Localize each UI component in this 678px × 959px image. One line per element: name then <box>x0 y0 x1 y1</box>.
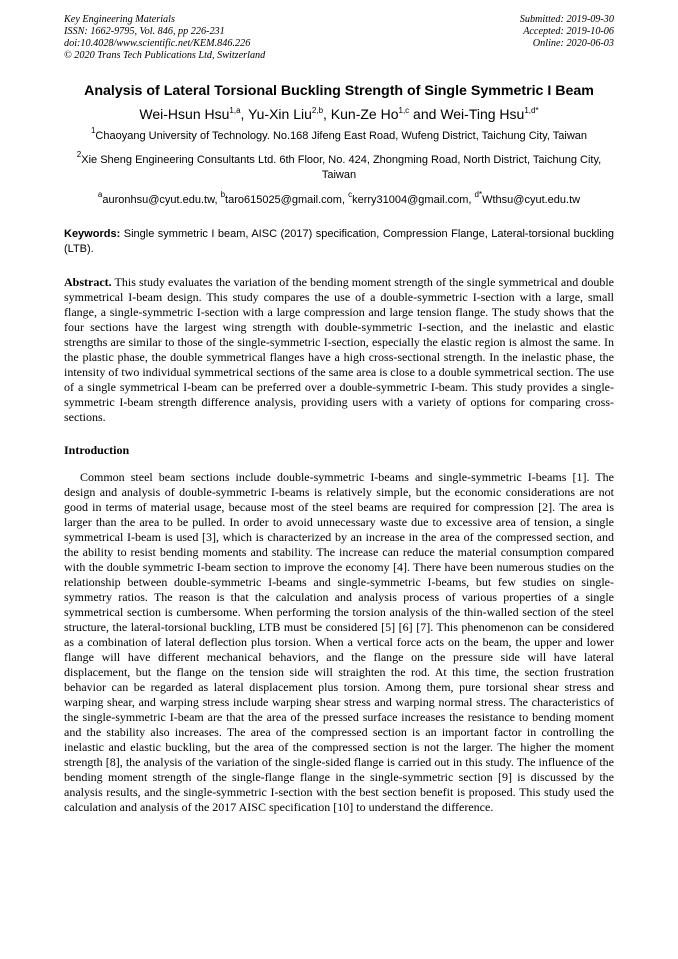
email-mark: a <box>97 190 103 199</box>
email-link[interactable]: auronhsu@cyut.edu.tw <box>102 194 215 206</box>
introduction-text: Common steel beam sections include double-symmetric I-beams and single-symmetric I-beams [1]. The design and analysis of double-symmetric I-beams is relatively simple, but the economic considerations are not good in terms of material usage, because most of the steel beams are required for compression [2]. The area is larger than the area to be pulled. In order to avoid unnecessary waste due to excessive area of tension, a single symmetrical I-beam is used [3], which is characterized by an increase in the area of the compressed section, and the ability to resist bending moments and stability. The increase can reduce the material consumption compared with the double symmetric I-beam section to improve the economy [4]. There have been numerous studies on the relationship between double-symmetric I-beams and single-symmetric I-beams, but few studies on single-symmetry ratios. The reason is that the calculation and analysis process of various properties of a single symmetrical section is cumbersome. When performing the torsion analysis of the thin-walled section of the steel structure, the lateral-torsional buckling, LTB must be considered [5] [6] [7]. This phenomenon can be considered as a combination of lateral deflection plus torsion. When a vertical force acts on the beam, the upper and lower flange will have different mechanical behaviors, and the flange on the pressure side will have lateral displacement, but the flange on the tension side will straighten the rod. At this time, the section frustration behavior can be regarded as lateral displacement plus torsion. Among them, pure torsional shear stress and warping shear, and warping stress include warping shear stress and warping normal stress. The characteristics of the single-symmetric I-beam are that the area of the pressed surface increases the resistance to bending moment and the stability also increases. The area of the compressed section is an important factor in controlling the inelastic and elastic buckling, but the area of the compressed section is not the larger. The higher the moment strength [8], the analysis of the variation of the single-sided flange is carried out in this study. The influence of the bending moment strength of the single-flange flange in the single-symmetric section [9] is discussed by the analysis results, and the single-symmetric I-section with the best section benefit is proposed. This study used the calculation and analysis of the 2017 AISC specification [10] to understand the difference. <box>64 470 614 814</box>
author-affil-mark: 2,b <box>311 106 324 115</box>
email-mark: c <box>348 190 353 199</box>
submitted-date: Submitted: 2019-09-30 <box>519 14 614 25</box>
issn-line: ISSN: 1662-9795, Vol. 846, pp 226-231 <box>64 26 225 37</box>
author-list <box>64 105 614 123</box>
dates-info <box>520 14 614 50</box>
author-name: Yu-Xin Liu <box>248 106 312 122</box>
introduction-heading: Introduction <box>64 443 130 457</box>
abstract-text: This study evaluates the variation of the bending moment strength of the single symmetrical and double symmetrical I-beam design. This study compares the use of a double-symmetric I-section with a large, small flange, a single-symmetric I-section with a large compression and large tension flange. The study shows that the four sections have the largest wing strength with double-symmetric I-section, and the inelastic and elastic strengths are similar to those of the single-symmetric I-section, especially the elastic region is almost the same. In the plastic phase, the double symmetrical flanges have a high cross-sectional strength. In the inelastic phase, the intensity of two individual symmetrical sections of the same area is close to a double symmetrical section. The use of a single symmetrical I-beam can be preferred over a double-symmetric I-beam. This study provides a single-symmetric I-beam strength difference analysis, providing users with a variety of options for comparing cross-sections. <box>64 275 614 424</box>
email-mark: d* <box>474 190 483 199</box>
paper-title: Analysis of Lateral Torsional Buckling Strength of Single Symmetric I Beam <box>84 83 594 99</box>
affiliation-text: Chaoyang University of Technology. No.168 Jifeng East Road, Wufeng District, Taichung City, Taiwan <box>95 130 588 142</box>
author-name: Kun-Ze Ho <box>330 106 399 122</box>
keywords-text: Single symmetric I beam, AISC (2017) specification, Compression Flange, Lateral-torsional buckling (LTB). <box>64 228 614 255</box>
paper-page <box>64 14 614 815</box>
affiliation-1 <box>64 126 614 144</box>
journal-header <box>64 14 614 66</box>
email-link[interactable]: taro615025@gmail.com <box>225 194 342 206</box>
author-affil-mark: 1,a <box>229 106 241 115</box>
abstract <box>64 275 614 425</box>
affiliation-text: Xie Sheng Engineering Consultants Ltd. 6th Floor, No. 424, Zhongming Road, North District, Taichung City, Taiwan <box>81 154 602 181</box>
journal-info <box>64 14 265 62</box>
copyright-line: © 2020 Trans Tech Publications Ltd, Switzerland <box>64 50 266 61</box>
affiliation-mark: 2 <box>76 150 82 159</box>
affiliation-2 <box>64 150 614 183</box>
journal-name: Key Engineering Materials <box>64 14 175 25</box>
author-name: Wei-Hsun Hsu <box>139 106 230 122</box>
author-affil-mark: 1,c <box>398 106 410 115</box>
author-name: Wei-Ting Hsu <box>440 106 525 122</box>
author-separator: , <box>323 106 331 122</box>
doi-line[interactable]: doi:10.4028/www.scientific.net/KEM.846.226 <box>64 38 251 49</box>
keywords-label: Keywords: <box>64 228 121 240</box>
affiliation-mark: 1 <box>90 126 96 135</box>
accepted-date: Accepted: 2019-10-06 <box>523 26 614 37</box>
email-list: $^a$auronhsu@cyut.edu.tw, $^b$taro615025@gmail.com, $^c$kerry31004@gmail.com, $^{d*}$Wthsu@cyut.edu.tw <box>97 190 581 206</box>
online-date: Online: 2020-06-03 <box>532 38 614 49</box>
author-separator: and <box>409 106 441 122</box>
author-separator: , <box>240 106 249 122</box>
email-link[interactable]: Wthsu@cyut.edu.tw <box>482 194 581 206</box>
email-mark: b <box>220 190 226 199</box>
abstract-label: Abstract. <box>64 275 112 289</box>
email-link[interactable]: kerry31004@gmail.com <box>352 194 469 206</box>
keywords <box>64 227 614 257</box>
author-affil-mark: 1,d* <box>524 106 539 115</box>
